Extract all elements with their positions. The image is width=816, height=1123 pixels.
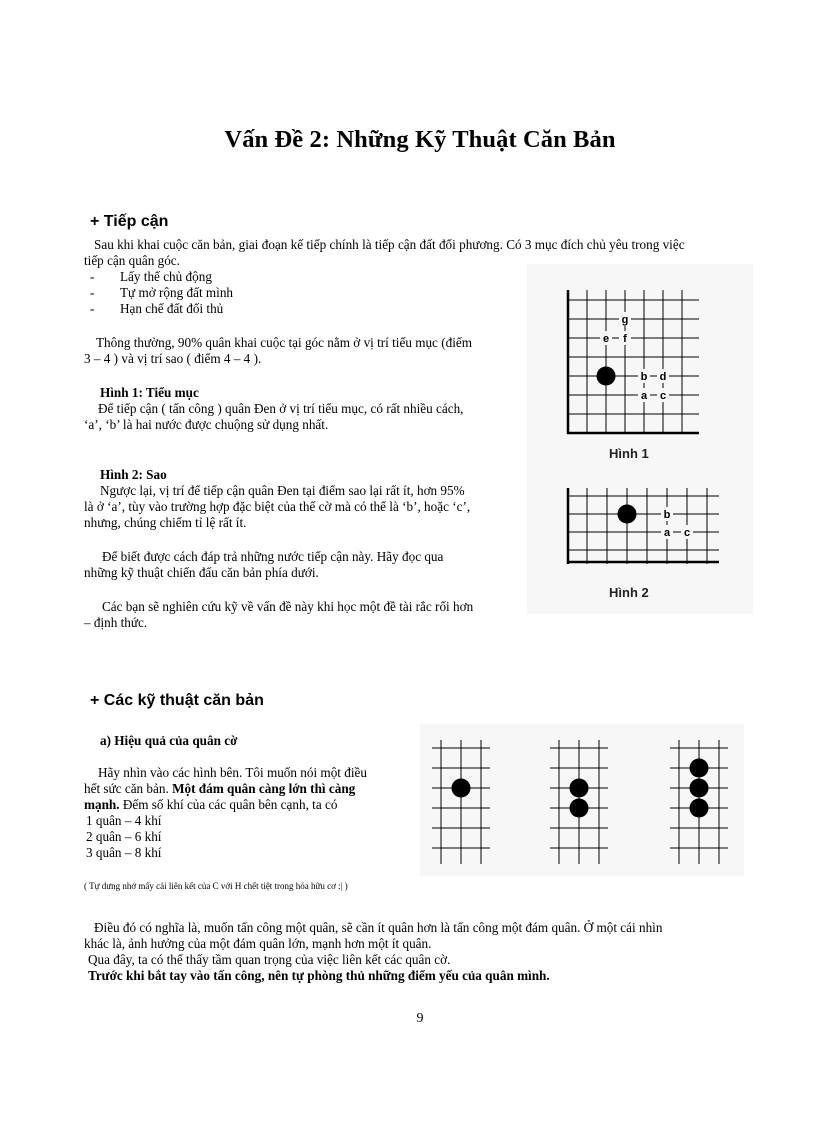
black-stone <box>597 367 616 386</box>
bullet-text: Tự mở rộng đất mình <box>120 285 234 300</box>
stone-group-panel <box>420 724 744 876</box>
text-normal: hết sức căn bản. <box>84 781 169 796</box>
side-note: ( Tự dưng nhớ mấy cái liên kết của C với H chết tiệt trong hóa hữu cơ :| ) <box>84 881 348 891</box>
paragraph-line: Ngược lại, vị trí để tiếp cận quân Đen tại điểm sao lại rất ít, hơn 95% <box>100 483 465 498</box>
black-stone <box>690 779 709 798</box>
bullet-dash: - <box>90 269 95 284</box>
point-label-a: a <box>640 390 648 402</box>
bullet-item <box>90 269 212 285</box>
paragraph-line: là ở ‘a’, tùy vào trường hợp đặc biệt của thế cờ mà có thể là ‘b’, hoặc ‘c’, <box>84 499 471 514</box>
paragraph-line: Qua đây, ta có thể thấy tầm quan trọng của việc liên kết các quân cờ. <box>88 952 451 967</box>
text-bold: mạnh. <box>84 797 120 812</box>
paragraph-line: – định thức. <box>84 615 148 630</box>
conclusion-line: Trước khi bắt tay vào tấn công, nên tự phòng thủ những điểm yếu của quân mình. <box>88 968 550 983</box>
section-heading-tiep-can: + Tiếp cận <box>90 213 169 230</box>
page-number: 9 <box>416 1011 424 1026</box>
black-stone <box>690 799 709 818</box>
go-diagrams-hinh1-hinh2 <box>527 264 753 614</box>
paragraph-line: Điều đó có nghĩa là, muốn tấn công một quân, sẽ cần ít quân hơn là tấn công một đám quân. Ở một cái nhìn <box>94 920 663 935</box>
point-label-d: d <box>659 371 667 383</box>
paragraph-line: Thông thường, 90% quân khai cuộc tại góc nằm ở vị trí tiểu mục (điểm <box>96 335 472 350</box>
paragraph-line: 3 – 4 ) và vị trí sao ( điểm 4 – 4 ). <box>84 351 262 366</box>
hinh1-subheading: Hình 1: Tiểu mục <box>100 385 199 400</box>
paragraph-line: Hãy nhìn vào các hình bên. Tôi muốn nói một điều <box>98 765 367 780</box>
figure-caption-hinh1: Hình 1 <box>609 446 649 461</box>
black-stone <box>570 779 589 798</box>
black-stone <box>570 799 589 818</box>
paragraph-line <box>84 797 337 813</box>
count-line: 3 quân – 8 khí <box>86 845 162 860</box>
page-title: Vấn Đề 2: Những Kỹ Thuật Căn Bản <box>224 126 616 153</box>
figure-caption-hinh2: Hình 2 <box>609 585 649 600</box>
point-label-c: c <box>683 527 691 539</box>
point-label-c: c <box>659 390 667 402</box>
black-stone <box>618 505 637 524</box>
bullet-item <box>90 301 223 317</box>
point-label-b: b <box>640 371 648 383</box>
paragraph-line: khác là, ảnh hưởng của một đám quân lớn, mạnh hơn một ít quân. <box>84 936 432 951</box>
point-label-g: g <box>621 314 629 326</box>
bullet-text: Lấy thế chủ động <box>120 269 212 284</box>
paragraph-line: những kỹ thuật chiến đấu căn bản phía dưới. <box>84 565 319 580</box>
paragraph-line <box>84 781 355 797</box>
board-one-stone <box>432 740 490 864</box>
point-label-f: f <box>623 333 627 345</box>
bullet-text: Hạn chế đất đối thủ <box>120 301 224 316</box>
paragraph-line: Các bạn sẽ nghiên cứu kỹ về vấn đề này khi học một đề tài rắc rối hơn <box>102 599 474 614</box>
bullet-dash: - <box>90 285 95 300</box>
point-label-e: e <box>602 333 610 345</box>
bullet-dash: - <box>90 301 95 316</box>
paragraph-line: Để biết được cách đáp trả những nước tiếp cận này. Hãy đọc qua <box>102 549 444 564</box>
paragraph-line: Để tiếp cận ( tấn công ) quân Đen ở vị trí tiểu mục, có rất nhiều cách, <box>98 401 464 416</box>
hinh2-subheading: Hình 2: Sao <box>100 467 167 482</box>
black-stone <box>690 759 709 778</box>
intro-line-2: tiếp cận quân góc. <box>84 253 180 268</box>
point-label-a: a <box>663 527 671 539</box>
section-heading-ky-thuat: + Các kỹ thuật căn bản <box>90 692 264 709</box>
paragraph-line: nhưng, chúng chiếm tỉ lệ rất ít. <box>84 515 247 530</box>
go-diagram-panel <box>527 264 753 614</box>
paragraph-line: ‘a’, ‘b’ là hai nước được chuộng sử dụng nhất. <box>84 417 329 432</box>
subheading-a: a) Hiệu quả của quân cờ <box>100 733 238 748</box>
intro-line-1: Sau khi khai cuộc căn bản, giai đoạn kế tiếp chính là tiếp cận đất đối phương. Có 3 mục đích chủ yêu trong việc <box>94 237 685 252</box>
text-normal: Đếm số khí của các quân bên cạnh, ta có <box>122 797 338 812</box>
bullet-item <box>90 285 233 301</box>
count-line: 2 quân – 6 khí <box>86 829 162 844</box>
stone-group-diagrams <box>420 724 744 876</box>
count-line: 1 quân – 4 khí <box>86 813 162 828</box>
point-label-b: b <box>663 509 671 521</box>
text-bold: Một đám quân càng lớn thì càng <box>172 781 356 796</box>
black-stone <box>452 779 471 798</box>
